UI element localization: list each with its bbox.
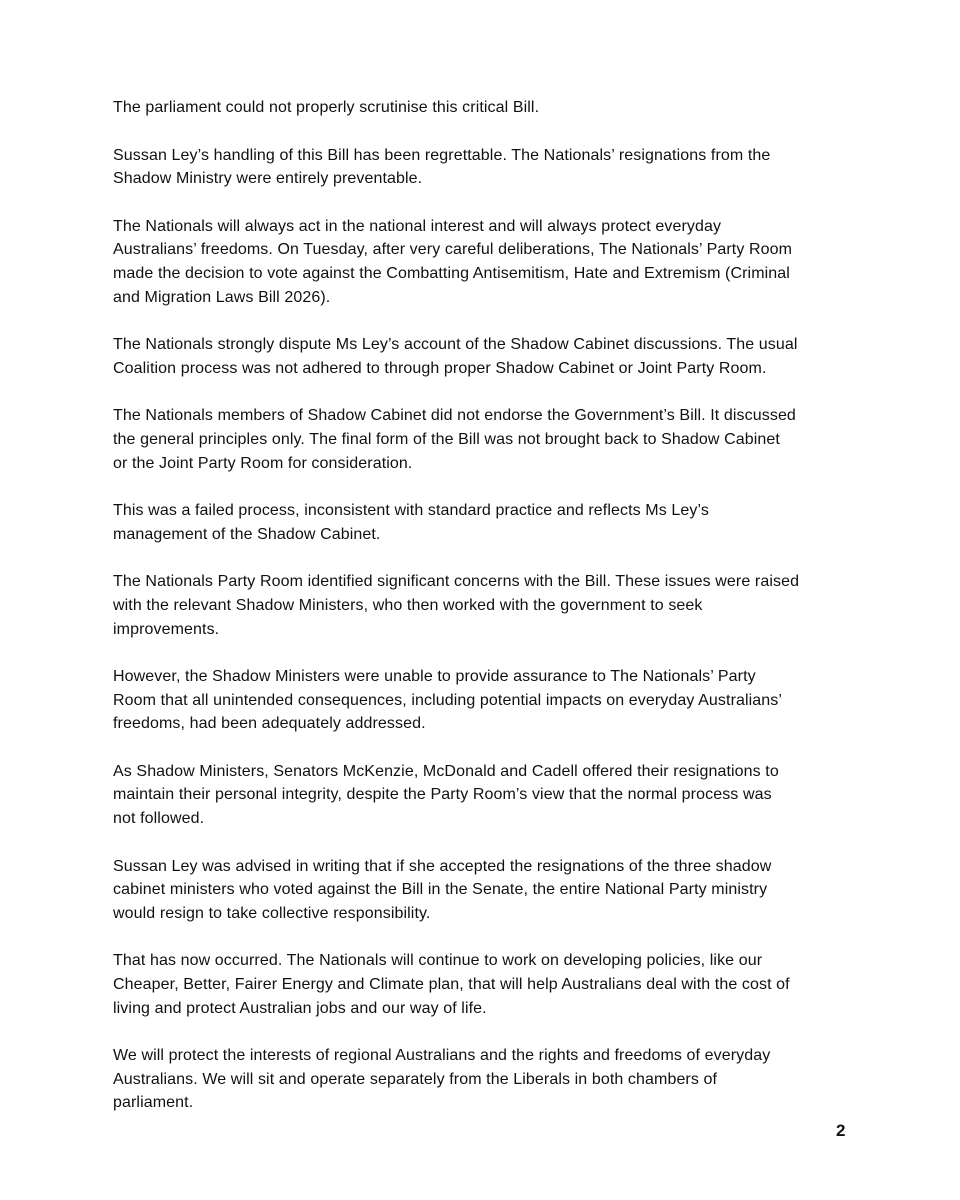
paragraph-line: cabinet ministers who voted against the Bill in the Senate, the entire National Party ministry — [113, 881, 768, 899]
paragraph-line: not followed. — [113, 810, 205, 828]
paragraph-line: Australians’ freedoms. On Tuesday, after very careful deliberations, The Nationals’ Party Room — [113, 241, 793, 259]
paragraph-line: parliament. — [113, 1094, 194, 1112]
paragraph-line: made the decision to vote against the Combatting Antisemitism, Hate and Extremism (Criminal — [113, 264, 790, 282]
paragraph-line: As Shadow Ministers, Senators McKenzie, McDonald and Cadell offered their resignations to — [113, 762, 779, 780]
paragraph-line: That has now occurred. The Nationals will continue to work on developing policies, like our — [113, 952, 763, 970]
paragraph — [113, 215, 853, 309]
paragraph-line: We will protect the interests of regional Australians and the rights and freedoms of everyday — [113, 1047, 771, 1065]
paragraph — [113, 1044, 853, 1115]
paragraph — [113, 949, 853, 1020]
paragraph-line: would resign to take collective responsibility. — [113, 904, 431, 922]
paragraph-line: management of the Shadow Cabinet. — [113, 525, 381, 543]
document-body — [113, 96, 853, 1139]
paragraph-line: and Migration Laws Bill 2026). — [113, 288, 331, 306]
paragraph-line: The parliament could not properly scrutinise this critical Bill. — [113, 99, 540, 116]
page-number: 2 — [836, 1121, 846, 1140]
paragraph — [113, 333, 853, 380]
paragraph-line: The Nationals Party Room identified significant concerns with the Bill. These issues were raised — [113, 573, 800, 591]
paragraph-line: The Nationals will always act in the national interest and will always protect everyday — [113, 217, 722, 235]
paragraph-line: maintain their personal integrity, despite the Party Room’s view that the normal process was — [113, 786, 772, 804]
paragraph-line: or the Joint Party Room for consideration. — [113, 454, 413, 472]
paragraph — [113, 855, 853, 926]
paragraph-line: freedoms, had been adequately addressed. — [113, 715, 426, 733]
paragraph-line: This was a failed process, inconsistent with standard practice and reflects Ms Ley’s — [113, 502, 709, 520]
paragraph-line: Coalition process was not adhered to through proper Shadow Cabinet or Joint Party Room. — [113, 359, 767, 377]
paragraph — [113, 96, 853, 120]
paragraph-line: Cheaper, Better, Fairer Energy and Climate plan, that will help Australians deal with the cost of — [113, 976, 790, 994]
paragraph — [113, 570, 853, 641]
paragraph — [113, 499, 853, 546]
paragraph-line: the general principles only. The final form of the Bill was not brought back to Shadow Cabinet — [113, 430, 780, 448]
paragraph-line: with the relevant Shadow Ministers, who then worked with the government to seek — [113, 596, 703, 614]
paragraph-line: improvements. — [113, 620, 220, 638]
paragraph-line: However, the Shadow Ministers were unable to provide assurance to The Nationals’ Party — [113, 668, 756, 686]
paragraph-line: living and protect Australian jobs and our way of life. — [113, 999, 487, 1017]
paragraph — [113, 404, 853, 475]
paragraph-line: Shadow Ministry were entirely preventable. — [113, 170, 423, 188]
paragraph-line: Australians. We will sit and operate separately from the Liberals in both chambers of — [113, 1070, 718, 1088]
paragraph — [113, 760, 853, 831]
paragraph-line: Sussan Ley’s handling of this Bill has been regrettable. The Nationals’ resignations from the — [113, 146, 771, 164]
paragraph — [113, 665, 853, 736]
paragraph-line: The Nationals members of Shadow Cabinet did not endorse the Government’s Bill. It discussed — [113, 407, 796, 425]
paragraph-line: Room that all unintended consequences, including potential impacts on everyday Australians’ — [113, 691, 783, 709]
paragraph — [113, 144, 853, 191]
paragraph-line: The Nationals strongly dispute Ms Ley’s account of the Shadow Cabinet discussions. The usual — [113, 336, 798, 354]
paragraph-line: Sussan Ley was advised in writing that if she accepted the resignations of the three shadow — [113, 857, 772, 875]
